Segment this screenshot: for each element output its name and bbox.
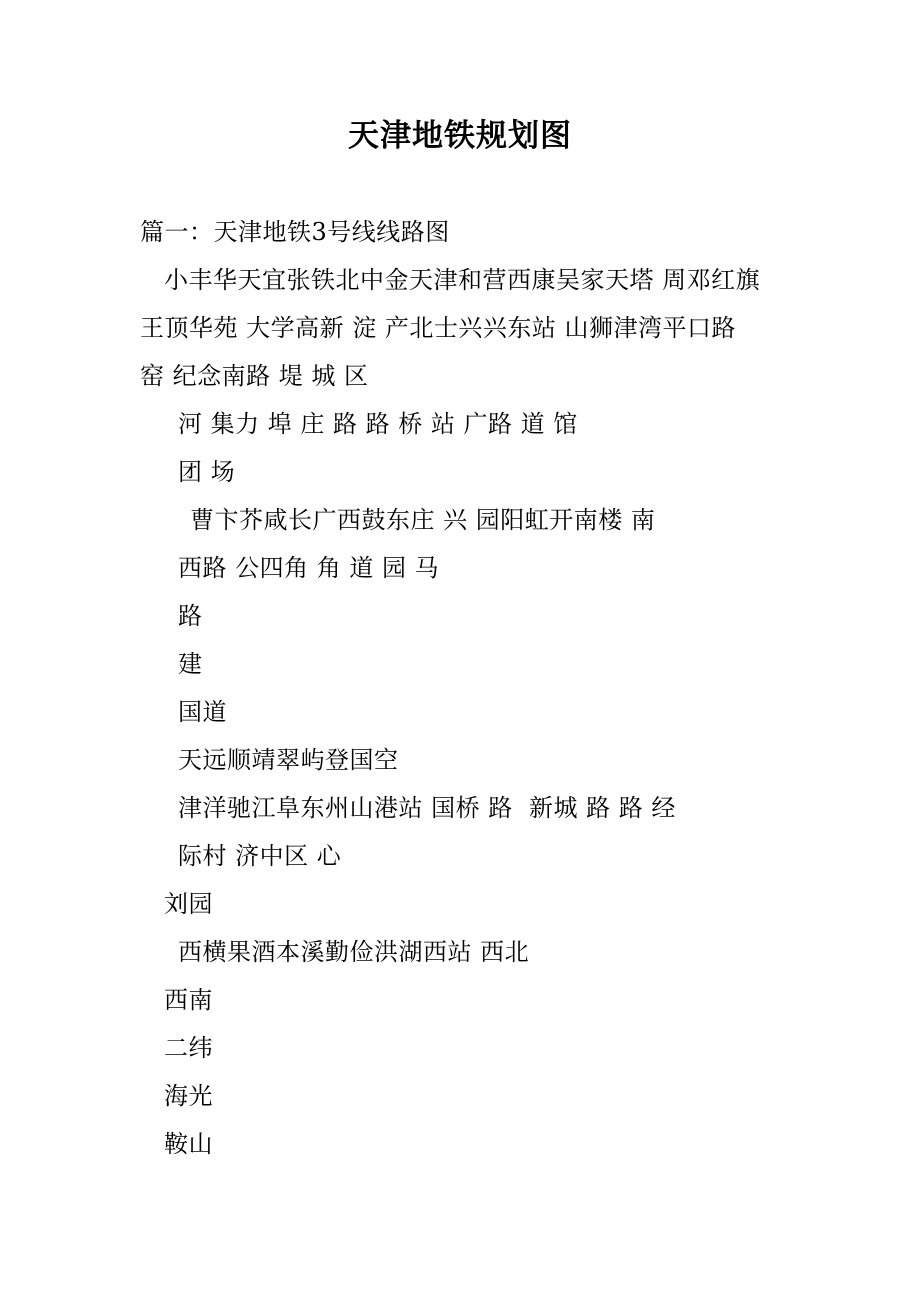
text-line: 窑 纪念南路 堤 城 区 bbox=[140, 362, 369, 390]
text-line: 二纬 bbox=[164, 1034, 213, 1062]
text-line: 际村 济中区 心 bbox=[178, 842, 342, 870]
text-line: 天远顺靖翠屿登国空 bbox=[178, 746, 399, 774]
text-line: 国道 bbox=[178, 698, 227, 726]
text-line: 津洋驰江阜东州山港站 国桥 路 新城 路 路 经 bbox=[178, 794, 676, 822]
text-line: 路 bbox=[178, 602, 203, 630]
text-line: 西路 公四角 角 道 园 马 bbox=[178, 554, 440, 582]
text-line: 曹卞芥咸长广西鼓东庄 兴 园阳虹开南楼 南 bbox=[190, 506, 656, 534]
text-line: 小丰华天宜张铁北中金天津和营西康吴家天塔 周邓红旗 bbox=[164, 266, 761, 294]
text-line: 西南 bbox=[164, 986, 213, 1014]
text-line: 建 bbox=[178, 650, 203, 678]
text-line: 团 场 bbox=[178, 458, 236, 486]
text-line: 刘园 bbox=[164, 890, 213, 918]
text-line: 西横果酒本溪勤俭洪湖西站 西北 bbox=[178, 938, 530, 966]
text-line: 王顶华苑 大学高新 淀 产北士兴兴东站 山狮津湾平口路 bbox=[140, 314, 737, 342]
text-line: 河 集力 埠 庄 路 路 桥 站 广路 道 馆 bbox=[178, 410, 578, 438]
text-line: 海光 bbox=[164, 1082, 213, 1110]
document-title: 天津地铁规划图 bbox=[348, 118, 572, 154]
text-line: 鞍山 bbox=[164, 1130, 213, 1158]
section-heading: 篇一：天津地铁3号线线路图 bbox=[140, 218, 450, 246]
